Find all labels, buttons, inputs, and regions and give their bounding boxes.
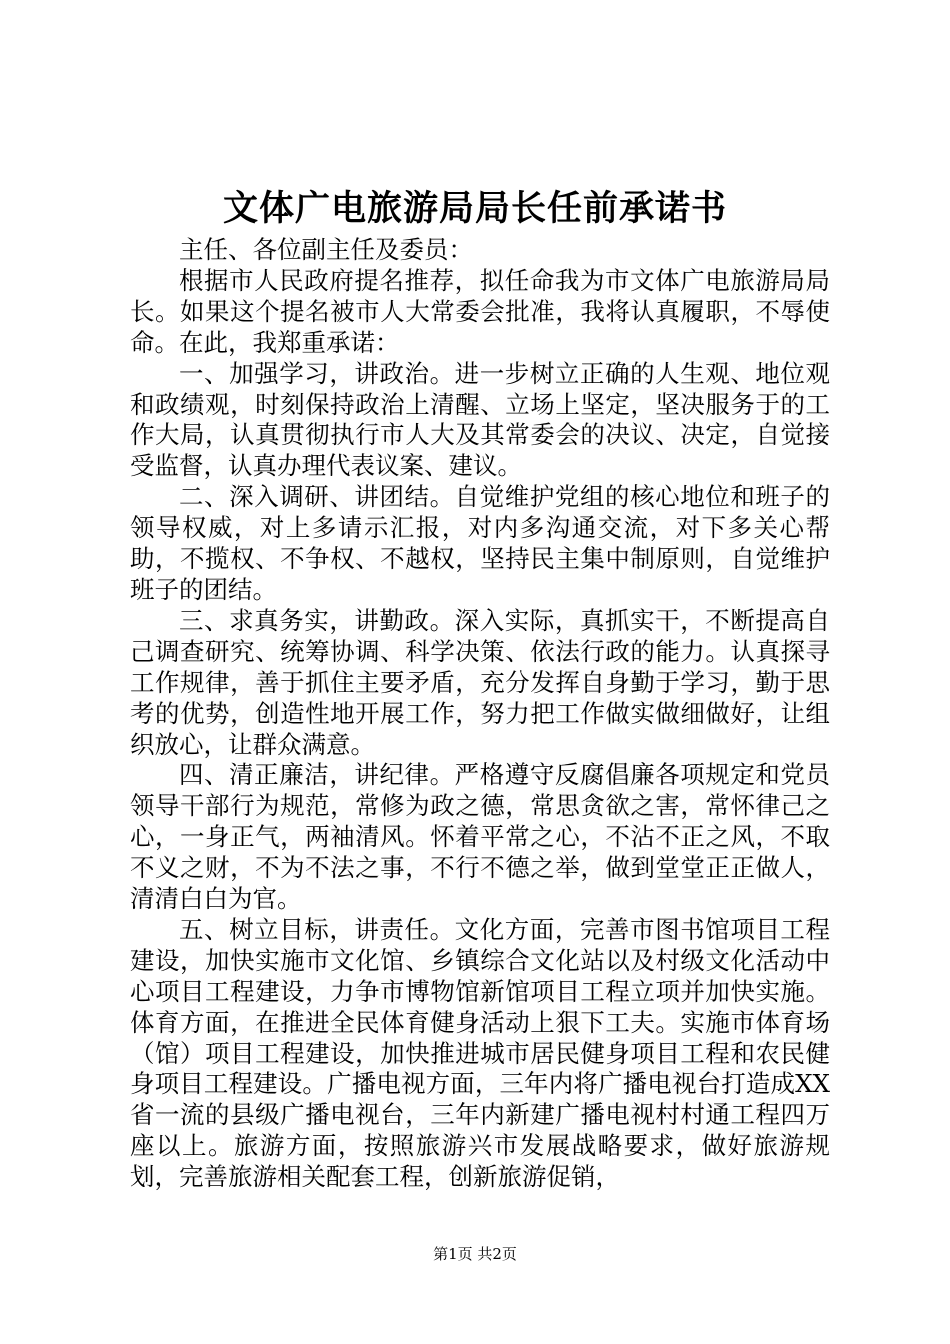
intro-paragraph: 根据市人民政府提名推荐，拟任命我为市文体广电旅游局局长。如果这个提名被市人大常委会批准，我将认真履职，不辱使命。在此，我郑重承诺： xyxy=(130,265,830,357)
page-footer: 第1页 共2页 xyxy=(433,1245,517,1263)
document-body xyxy=(130,235,830,1193)
pledge-paragraph-4: 四、清正廉洁，讲纪律。严格遵守反腐倡廉各项规定和党员领导干部行为规范，常修为政之德，常思贪欲之害，常怀律己之心，一身正气，两袖清风。怀着平常之心，不沾不正之风，不取不义之财，不为不法之事，不行不德之举，做到堂堂正正做人，清清白白为官。 xyxy=(130,760,830,914)
pledge-paragraph-2: 二、深入调研、讲团结。自觉维护党组的核心地位和班子的领导权威，对上多请示汇报，对内多沟通交流，对下多关心帮助，不揽权、不争权、不越权，坚持民主集中制原则，自觉维护班子的团结。 xyxy=(130,482,830,604)
document-title: 文体广电旅游局局长任前承诺书 xyxy=(222,188,727,229)
pledge-paragraph-1: 一、加强学习，讲政治。进一步树立正确的人生观、地位观和政绩观，时刻保持政治上清醒、立场上坚定，坚决服务于的工作大局，认真贯彻执行市人大及其常委会的决议、决定，自觉接受监督，认真办理代表议案、建议。 xyxy=(130,358,830,481)
pledge-paragraph-3: 三、求真务实，讲勤政。深入实际，真抓实干，不断提高自己调查研究、统筹协调、科学决策、依法行政的能力。认真探寻工作规律，善于抓住主要矛盾，充分发挥自身勤于学习，勤于思考的优势，创造性地开展工作，努力把工作做实做细做好，让组织放心，让群众满意。 xyxy=(130,605,830,759)
pledge-paragraph-5: 五、树立目标，讲责任。文化方面，完善市图书馆项目工程建设，加快实施市文化馆、乡镇综合文化站以及村级文化活动中心项目工程建设，力争市博物馆新馆项目工程立项并加快实施。体育方面，在推进全民体育健身活动上狠下工夫。实施市体育场（馆）项目工程建设，加快推进城市居民健身项目工程和农民健身项目工程建设。广播电视方面，三年内将广播电视台打造成XX省一流的县级广播电视台，三年内新建广播电视村村通工程四万座以上。旅游方面，按照旅游兴市发展战略要求，做好旅游规划，完善旅游相关配套工程，创新旅游促销， xyxy=(130,914,830,1192)
salutation-paragraph: 主任、各位副主任及委员： xyxy=(179,235,473,264)
